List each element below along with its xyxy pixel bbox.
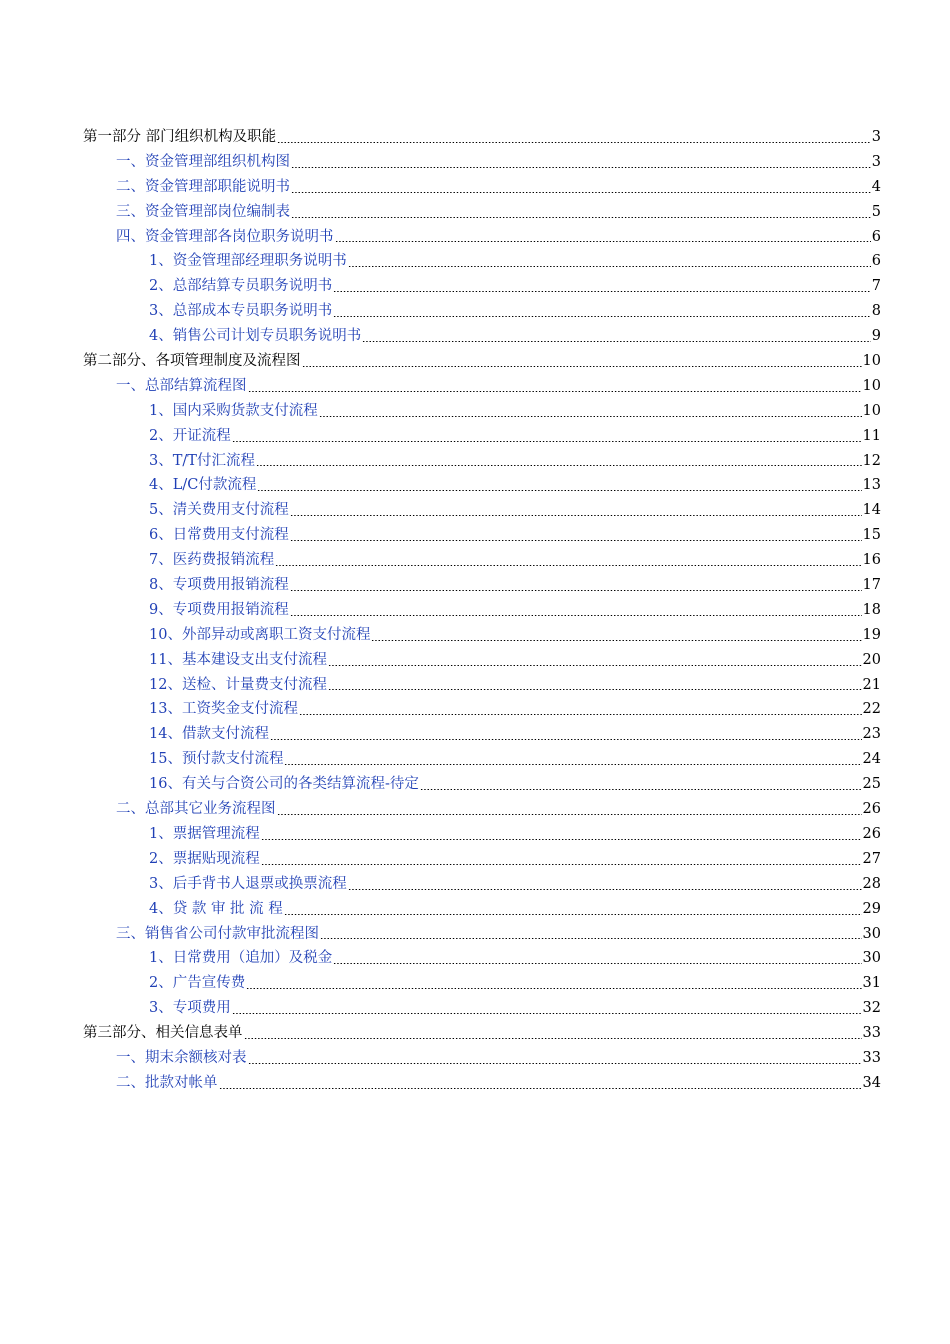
toc-entry-page-number: 7: [871, 278, 881, 295]
dot-leader: [319, 416, 862, 417]
toc-entry[interactable]: [83, 996, 881, 1021]
dot-leader: [248, 391, 862, 392]
toc-entry[interactable]: [83, 374, 881, 399]
toc-entry-page-number: 31: [862, 975, 881, 992]
dot-leader: [328, 665, 862, 666]
toc-entry[interactable]: [83, 747, 881, 772]
toc-entry-page-number: 23: [862, 726, 881, 743]
dot-leader: [261, 839, 862, 840]
dot-leader: [270, 739, 862, 740]
dot-leader: [257, 490, 861, 491]
toc-entry[interactable]: [83, 225, 881, 250]
toc-entry-title: 第三部分、相关信息表单: [83, 1025, 243, 1042]
dot-leader: [291, 167, 871, 168]
toc-entry[interactable]: [83, 573, 881, 598]
toc-entry[interactable]: [83, 523, 881, 548]
toc-entry-page-number: 26: [862, 825, 881, 842]
toc-entry-title: 一、总部结算流程图: [116, 377, 247, 394]
toc-entry[interactable]: [83, 797, 881, 822]
table-of-contents: [83, 125, 881, 1096]
dot-leader: [277, 814, 862, 815]
toc-entry-title: 9、专项费用报销流程: [149, 601, 289, 618]
toc-entry-title: 二、资金管理部职能说明书: [116, 178, 290, 195]
toc-entry[interactable]: [83, 1071, 881, 1096]
toc-entry-page-number: 3: [871, 129, 881, 145]
toc-entry-page-number: 10: [862, 402, 881, 419]
dot-leader: [291, 217, 871, 218]
toc-entry[interactable]: [83, 349, 881, 374]
dot-leader: [246, 988, 861, 989]
toc-entry[interactable]: [83, 249, 881, 274]
dot-leader: [333, 316, 871, 317]
toc-entry[interactable]: [83, 922, 881, 947]
dot-leader: [284, 764, 861, 765]
toc-entry[interactable]: [83, 847, 881, 872]
toc-entry[interactable]: [83, 449, 881, 474]
toc-entry-title: 3、T/T付汇流程: [149, 452, 255, 469]
toc-entry-title: 16、有关与合资公司的各类结算流程-待定: [149, 776, 419, 793]
toc-entry-title: 1、票据管理流程: [149, 825, 260, 842]
dot-leader: [320, 938, 862, 939]
toc-entry-page-number: 6: [871, 253, 881, 270]
toc-entry-page-number: 19: [862, 626, 881, 643]
toc-entry-title: 第一部分 部门组织机构及职能: [83, 129, 277, 145]
toc-entry-title: 二、总部其它业务流程图: [116, 801, 276, 818]
dot-leader: [284, 914, 862, 915]
toc-entry-page-number: 25: [862, 776, 881, 793]
dot-leader: [261, 864, 862, 865]
toc-entry-title: 1、日常费用（追加）及税金: [149, 950, 333, 967]
toc-entry[interactable]: [83, 473, 881, 498]
dot-leader: [420, 789, 862, 790]
toc-entry[interactable]: [83, 548, 881, 573]
toc-entry[interactable]: [83, 623, 881, 648]
toc-entry-title: 1、资金管理部经理职务说明书: [149, 253, 347, 270]
toc-entry-page-number: 34: [862, 1074, 881, 1091]
toc-entry-title: 15、预付款支付流程: [149, 751, 284, 768]
dot-leader: [302, 366, 862, 367]
toc-entry-title: 13、工资奖金支付流程: [149, 701, 298, 718]
dot-leader: [232, 441, 862, 442]
toc-entry[interactable]: [83, 175, 881, 200]
dot-leader: [348, 889, 862, 890]
toc-entry-title: 2、广告宣传费: [149, 975, 246, 992]
toc-entry-title: 3、后手背书人退票或换票流程: [149, 875, 347, 892]
toc-entry-title: 一、期末余额核对表: [116, 1049, 247, 1066]
toc-entry[interactable]: [83, 648, 881, 673]
toc-entry-page-number: 26: [862, 801, 881, 818]
toc-entry-title: 6、日常费用支付流程: [149, 527, 289, 544]
toc-entry-title: 三、销售省公司付款审批流程图: [116, 925, 319, 942]
toc-entry[interactable]: [83, 772, 881, 797]
toc-entry-page-number: 27: [862, 850, 881, 867]
dot-leader: [219, 1088, 862, 1089]
toc-entry-page-number: 14: [862, 502, 881, 519]
toc-entry-page-number: 30: [862, 925, 881, 942]
toc-entry-page-number: 6: [871, 228, 881, 245]
dot-leader: [244, 1038, 862, 1039]
toc-entry-page-number: 13: [862, 477, 881, 494]
dot-leader: [275, 565, 861, 566]
dot-leader: [333, 291, 871, 292]
toc-entry[interactable]: [83, 274, 881, 299]
toc-entry-page-number: 28: [862, 875, 881, 892]
dot-leader: [291, 192, 871, 193]
toc-entry-title: 4、L/C付款流程: [149, 477, 257, 494]
dot-leader: [277, 142, 871, 143]
toc-entry[interactable]: [83, 125, 881, 150]
toc-entry-title: 四、资金管理部各岗位职务说明书: [116, 228, 334, 245]
toc-entry-page-number: 15: [862, 527, 881, 544]
dot-leader: [335, 241, 871, 242]
toc-entry[interactable]: [83, 673, 881, 698]
dot-leader: [290, 615, 862, 616]
toc-entry[interactable]: [83, 697, 881, 722]
toc-entry-page-number: 10: [862, 377, 881, 394]
toc-entry-title: 3、总部成本专员职务说明书: [149, 303, 333, 320]
toc-entry-title: 2、总部结算专员职务说明书: [149, 278, 333, 295]
toc-entry[interactable]: [83, 150, 881, 175]
dot-leader: [290, 515, 862, 516]
toc-entry-page-number: 30: [862, 950, 881, 967]
toc-entry-title: 8、专项费用报销流程: [149, 577, 289, 594]
toc-entry-title: 4、贷 款 审 批 流 程: [149, 900, 283, 917]
toc-entry-title: 12、送检、计量费支付流程: [149, 676, 327, 693]
toc-entry[interactable]: [83, 498, 881, 523]
toc-entry[interactable]: [83, 872, 881, 897]
dot-leader: [328, 689, 862, 690]
toc-entry-page-number: 8: [871, 303, 881, 320]
toc-entry-page-number: 33: [862, 1049, 881, 1066]
toc-entry-page-number: 17: [862, 577, 881, 594]
toc-entry-title: 3、专项费用: [149, 1000, 231, 1017]
toc-entry-page-number: 11: [862, 427, 881, 444]
toc-entry-page-number: 32: [862, 1000, 881, 1017]
toc-entry-title: 10、外部异动或离职工资支付流程: [149, 626, 371, 643]
toc-entry-page-number: 3: [871, 153, 881, 170]
dot-leader: [248, 1063, 862, 1064]
toc-entry-title: 5、清关费用支付流程: [149, 502, 289, 519]
toc-entry-page-number: 33: [862, 1025, 881, 1042]
toc-entry-page-number: 10: [862, 353, 881, 370]
dot-leader: [299, 714, 862, 715]
toc-entry-page-number: 18: [862, 601, 881, 618]
toc-entry-page-number: 24: [862, 751, 881, 768]
dot-leader: [362, 341, 871, 342]
toc-entry-page-number: 21: [862, 676, 881, 693]
toc-entry-page-number: 16: [862, 552, 881, 569]
toc-entry-page-number: 12: [862, 452, 881, 469]
toc-entry-title: 11、基本建设支出支付流程: [149, 651, 327, 668]
toc-entry-page-number: 29: [862, 900, 881, 917]
toc-entry[interactable]: [83, 1046, 881, 1071]
toc-entry-title: 第二部分、各项管理制度及流程图: [83, 353, 301, 370]
toc-entry-page-number: 22: [862, 701, 881, 718]
dot-leader: [371, 640, 861, 641]
dot-leader: [290, 590, 862, 591]
toc-entry-page-number: 5: [871, 203, 881, 220]
toc-entry-page-number: 20: [862, 651, 881, 668]
toc-entry[interactable]: [83, 299, 881, 324]
toc-entry[interactable]: [83, 1021, 881, 1046]
toc-entry[interactable]: [83, 598, 881, 623]
dot-leader: [256, 465, 862, 466]
toc-entry-title: 14、借款支付流程: [149, 726, 269, 743]
toc-entry[interactable]: [83, 324, 881, 349]
toc-entry-title: 2、票据贴现流程: [149, 850, 260, 867]
dot-leader: [333, 963, 861, 964]
toc-entry-title: 三、资金管理部岗位编制表: [116, 203, 290, 220]
toc-entry-title: 4、销售公司计划专员职务说明书: [149, 328, 362, 345]
dot-leader: [290, 540, 862, 541]
toc-entry-title: 2、开证流程: [149, 427, 231, 444]
toc-entry[interactable]: [83, 971, 881, 996]
dot-leader: [232, 1013, 862, 1014]
dot-leader: [348, 266, 871, 267]
toc-entry[interactable]: [83, 897, 881, 922]
toc-entry[interactable]: [83, 822, 881, 847]
toc-entry-page-number: 4: [871, 178, 881, 195]
toc-entry[interactable]: [83, 722, 881, 747]
toc-entry[interactable]: [83, 399, 881, 424]
toc-entry-title: 7、医药费报销流程: [149, 552, 275, 569]
toc-entry[interactable]: [83, 424, 881, 449]
toc-entry[interactable]: [83, 200, 881, 225]
toc-entry-title: 二、批款对帐单: [116, 1074, 218, 1091]
toc-entry[interactable]: [83, 946, 881, 971]
toc-entry-title: 一、资金管理部组织机构图: [116, 153, 290, 170]
toc-entry-page-number: 9: [871, 328, 881, 345]
toc-entry-title: 1、国内采购货款支付流程: [149, 402, 318, 419]
